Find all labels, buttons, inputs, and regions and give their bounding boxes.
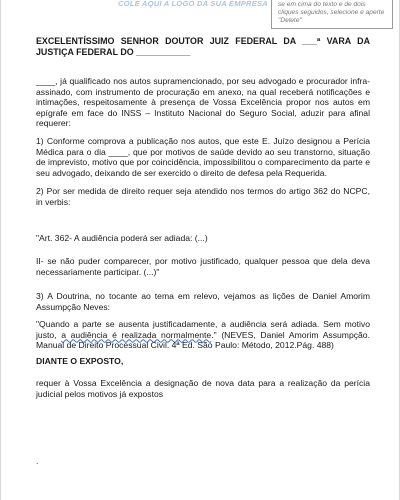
quote-doctrine bbox=[36, 319, 370, 351]
quote-article-362-item-2: II- se não puder comparecer, por motivo justificado, qualquer pessoa que dela deva necessariamente participar. (...)" bbox=[36, 256, 370, 277]
trailing-mark: . bbox=[36, 456, 39, 466]
quote-doctrine-citation: ." (NEVES, Daniel Amorim Assumpção. Manual de Direito Processual Civil. 4ª Ed. São Paulo: Método, 2012.Pág. 488) bbox=[36, 329, 370, 351]
quote-article-362: "Art. 362- A audiência poderá ser adiada: (...) bbox=[36, 233, 208, 243]
paragraph-item-3: 3) A Doutrina, no tocante ao tema em relevo, vejamos as lições de Daniel Amorim Assumpção Neves: bbox=[36, 291, 370, 312]
paragraph-item-2: 2) Por ser medida de direito requer seja atendido nos termos do artigo 362 do NCPC, in verbis: bbox=[36, 186, 370, 207]
document-heading: EXCELENTÍSSIMO SENHOR DOUTOR JUIZ FEDERAL DA ___ª VARA DA JUSTIÇA FEDERAL DO ___________ bbox=[36, 36, 370, 57]
paragraph-item-1: 1) Conforme comprova a publicação nos autos, que este E. Juízo designou a Perícia Médica para o dia ____, que por motivos de saúde devido ao seu transtorno, situação de imprevisto, motivo que por coincidência, impossibilitou o comparecimento da parte e seu advogado, deixando de ser exercido o direito de defesa pela Requerida. bbox=[36, 136, 370, 178]
paragraph-request: requer à Vossa Excelência a designação de nova data para a realização da perícia judicial pelos motivos já expostos bbox=[36, 378, 370, 399]
logo-placeholder[interactable]: COLE AQUI A LOGO DA SUA EMPRESA bbox=[118, 0, 268, 8]
instruction-hint-box[interactable]: se em cima do texto e de dois cliques seguidos, selecione e aperte "Delete" bbox=[271, 0, 393, 29]
quote-doctrine-start: "Quando a parte se ausenta justificadamente, a audiência será adiada. Sem motivo justo, bbox=[36, 319, 370, 340]
quote-doctrine-emphasis: a audiência é realizada normalmente bbox=[61, 329, 212, 340]
conclusion-heading: DIANTE O EXPOSTO, bbox=[36, 356, 124, 366]
paragraph-introduction: ____, já qualificado nos autos supramencionado, por seu advogado e procurador infra-assinado, com instrumento de procuração em anexo, na qual receberá notificações e intimações, respeitosamente à presença de Vossa Excelência propor nos autos em epígrafe em face do INSS – Instituto Nacional do Seguro Social, aduzir para afinal requerer: bbox=[36, 76, 370, 129]
